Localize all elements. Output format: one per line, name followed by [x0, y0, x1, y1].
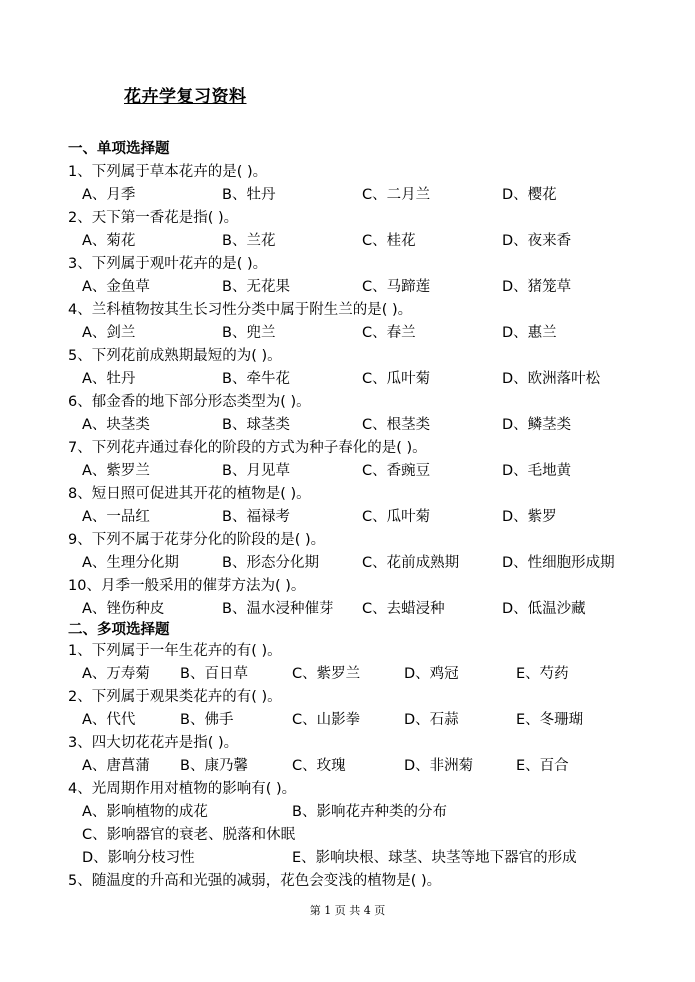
option-text: B、兰花 [222, 233, 276, 249]
option-text: D、毛地黄 [502, 463, 572, 479]
section-heading-single-choice: 一、单项选择题 [68, 141, 170, 157]
option-text: C、根茎类 [362, 417, 431, 433]
option-text: A、万寿菊 [82, 666, 150, 682]
question-text: 3、四大切花花卉是指( )。 [68, 735, 239, 751]
option-text: C、影响器官的衰老、脱落和休眠 [82, 827, 296, 843]
option-text: D、猪笼草 [502, 279, 572, 295]
option-text: E、芍药 [516, 666, 569, 682]
option-text: B、佛手 [180, 712, 234, 728]
option-text: A、菊花 [82, 233, 136, 249]
option-text: A、金鱼草 [82, 279, 150, 295]
option-text: C、花前成熟期 [362, 555, 460, 571]
option-text: B、影响花卉种类的分布 [292, 804, 447, 820]
question-text: 5、随温度的升高和光强的减弱，花色会变浅的植物是( )。 [68, 873, 442, 889]
option-text: C、瓜叶菊 [362, 371, 431, 387]
option-text: D、低温沙藏 [502, 601, 586, 617]
option-text: D、夜来香 [502, 233, 572, 249]
option-text: D、惠兰 [502, 325, 557, 341]
option-text: B、牡丹 [222, 187, 276, 203]
option-text: B、无花果 [222, 279, 290, 295]
option-text: B、球茎类 [222, 417, 290, 433]
option-text: A、一品红 [82, 509, 150, 525]
option-text: E、影响块根、球茎、块茎等地下器官的形成 [292, 850, 577, 866]
option-text: C、香豌豆 [362, 463, 431, 479]
question-text: 4、兰科植物按其生长习性分类中属于附生兰的是( )。 [68, 302, 413, 318]
option-text: E、冬珊瑚 [516, 712, 584, 728]
option-text: C、玫瑰 [292, 758, 346, 774]
option-text: D、非洲菊 [404, 758, 474, 774]
option-text: D、欧洲落叶松 [502, 371, 601, 387]
option-text: B、兜兰 [222, 325, 276, 341]
question-text: 5、下列花前成熟期最短的为( )。 [68, 348, 282, 364]
option-text: A、剑兰 [82, 325, 136, 341]
option-text: C、桂花 [362, 233, 416, 249]
question-text: 3、下列属于观叶花卉的是( )。 [68, 256, 268, 272]
option-text: B、福禄考 [222, 509, 290, 525]
option-text: B、牵牛花 [222, 371, 290, 387]
option-text: A、锉伤种皮 [82, 601, 165, 617]
question-text: 7、下列花卉通过春化的阶段的方式为种子春化的是( )。 [68, 440, 427, 456]
question-text: 10、月季一般采用的催芽方法为( )。 [68, 578, 306, 594]
option-text: B、温水浸种催芽 [222, 601, 334, 617]
option-text: D、石蒜 [404, 712, 459, 728]
option-text: D、紫罗 [502, 509, 557, 525]
question-text: 1、下列属于草本花卉的是( )。 [68, 164, 268, 180]
option-text: C、二月兰 [362, 187, 431, 203]
option-text: B、形态分化期 [222, 555, 319, 571]
option-text: A、月季 [82, 187, 136, 203]
option-text: A、紫罗兰 [82, 463, 150, 479]
option-text: E、百合 [516, 758, 569, 774]
page-footer: 第 1 页 共 4 页 [309, 904, 386, 917]
question-text: 4、光周期作用对植物的影响有( )。 [68, 781, 297, 797]
option-text: A、牡丹 [82, 371, 136, 387]
option-text: A、块茎类 [82, 417, 150, 433]
option-text: C、去蜡浸种 [362, 601, 445, 617]
section-heading-multiple-choice: 二、多项选择题 [68, 622, 170, 638]
option-text: A、生理分化期 [82, 555, 179, 571]
option-text: B、百日草 [180, 666, 248, 682]
question-text: 9、下列不属于花芽分化的阶段的是( )。 [68, 532, 326, 548]
question-text: 2、天下第一香花是指( )。 [68, 210, 239, 226]
question-text: 2、下列属于观果类花卉的有( )。 [68, 689, 282, 705]
option-text: C、山影拳 [292, 712, 361, 728]
option-text: D、性细胞形成期 [502, 555, 615, 571]
option-text: D、影响分枝习性 [82, 850, 195, 866]
question-text: 6、郁金香的地下部分形态类型为( )。 [68, 394, 311, 410]
option-text: C、马蹄莲 [362, 279, 431, 295]
question-text: 8、短日照可促进其开花的植物是( )。 [68, 486, 311, 502]
option-text: A、代代 [82, 712, 136, 728]
option-text: C、紫罗兰 [292, 666, 361, 682]
option-text: B、康乃馨 [180, 758, 248, 774]
option-text: D、鸡冠 [404, 666, 459, 682]
document-title: 花卉学复习资料 [124, 87, 247, 107]
question-text: 1、下列属于一年生花卉的有( )。 [68, 643, 282, 659]
option-text: C、春兰 [362, 325, 416, 341]
option-text: D、樱花 [502, 187, 557, 203]
option-text: B、月见草 [222, 463, 290, 479]
option-text: C、瓜叶菊 [362, 509, 431, 525]
option-text: A、影响植物的成花 [82, 804, 208, 820]
option-text: D、鳞茎类 [502, 417, 572, 433]
option-text: A、唐菖蒲 [82, 758, 150, 774]
